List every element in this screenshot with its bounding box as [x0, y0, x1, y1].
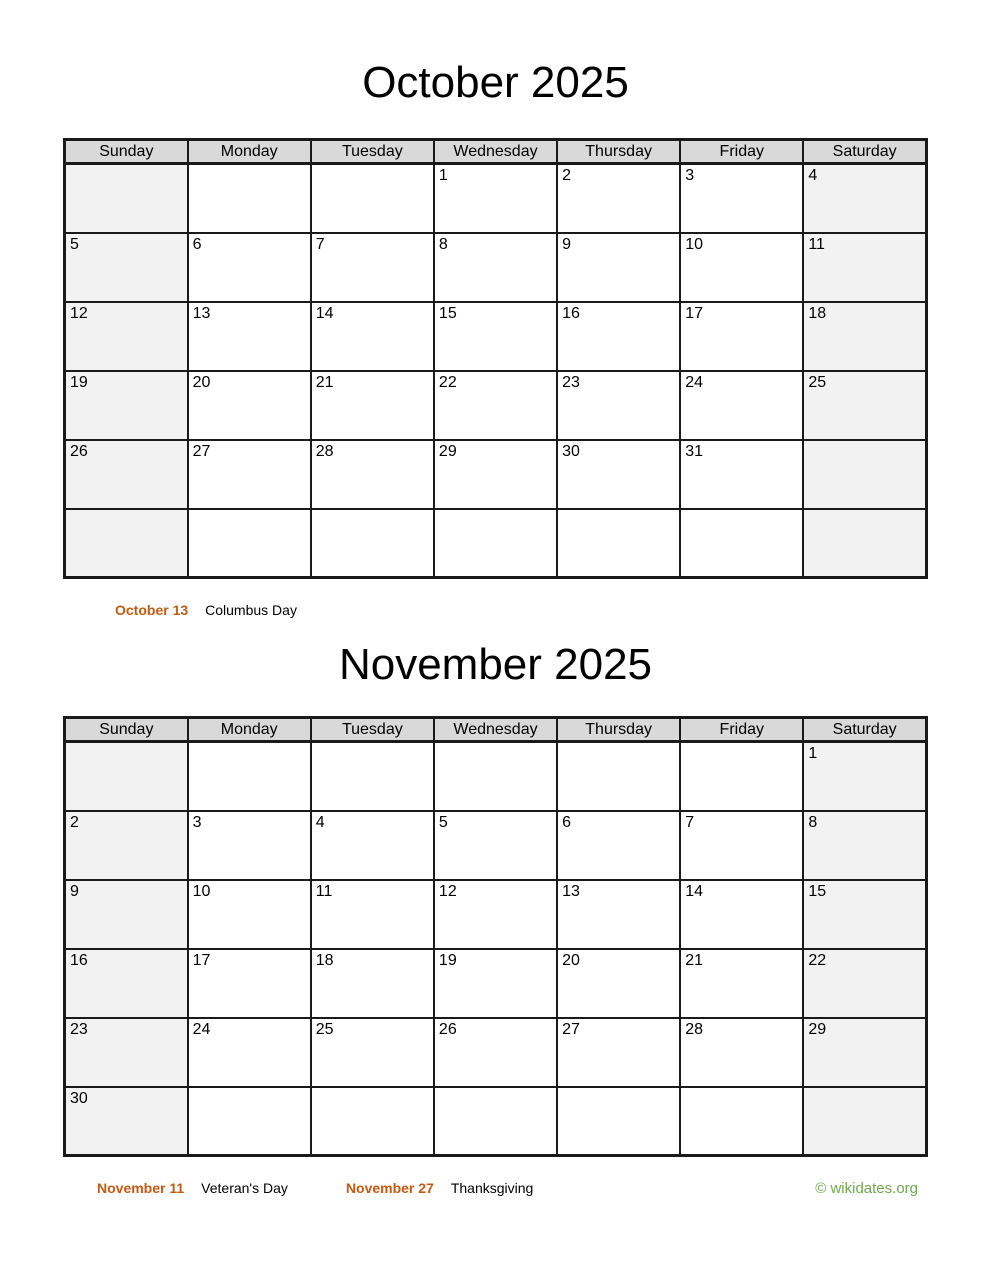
day-number: 23: [70, 1020, 88, 1038]
day-number: 5: [70, 235, 79, 253]
day-cell-25: [803, 371, 926, 440]
day-cell-18: [311, 949, 434, 1018]
weekday-header-friday: Friday: [680, 718, 803, 742]
day-number: 5: [438, 813, 448, 831]
holiday-date: October 13: [115, 602, 189, 618]
day-cell-17: [680, 302, 803, 371]
day-number: 31: [685, 442, 703, 460]
day-number: 26: [438, 1020, 457, 1038]
day-cell-4: [803, 164, 926, 233]
day-cell-30: [65, 1087, 188, 1156]
day-cell-8: [803, 811, 926, 880]
day-number: 15: [438, 304, 457, 322]
day-cell-24: [680, 371, 803, 440]
day-number: 7: [315, 235, 325, 253]
day-cell-empty: [803, 509, 926, 578]
october-calendar-table: [63, 138, 928, 579]
day-number: 1: [438, 167, 448, 184]
day-number: 4: [315, 813, 325, 831]
day-cell-14: [311, 302, 434, 371]
day-cell-14: [680, 880, 803, 949]
day-cell-15: [803, 880, 926, 949]
day-number: 24: [192, 1020, 211, 1038]
day-number: 19: [70, 373, 88, 391]
holiday-item: [346, 1180, 533, 1196]
day-number: 25: [315, 1020, 334, 1038]
day-cell-3: [680, 164, 803, 233]
day-number: 8: [438, 235, 448, 253]
day-cell-19: [434, 949, 557, 1018]
day-number: 21: [315, 373, 334, 391]
day-number: 22: [808, 951, 827, 969]
day-cell-26: [434, 1018, 557, 1087]
day-cell-31: [680, 440, 803, 509]
day-cell-7: [311, 233, 434, 302]
day-cell-empty: [65, 509, 188, 578]
day-number: 10: [685, 235, 703, 253]
weekday-header-thursday: Thursday: [557, 718, 680, 742]
day-cell-15: [434, 302, 557, 371]
day-number: 30: [70, 1089, 88, 1107]
day-number: 3: [685, 167, 695, 184]
day-cell-empty: [803, 440, 926, 509]
week-row: [65, 742, 927, 811]
day-cell-25: [311, 1018, 434, 1087]
weekday-header-row: [65, 718, 927, 742]
day-number: 16: [70, 951, 88, 969]
november-calendar-table: [63, 716, 928, 1157]
week-row: [65, 302, 927, 371]
day-cell-empty: [557, 742, 680, 811]
day-number: 13: [562, 882, 580, 900]
day-cell-21: [680, 949, 803, 1018]
day-number: 24: [685, 373, 703, 391]
day-cell-26: [65, 440, 188, 509]
day-cell-27: [188, 440, 311, 509]
day-cell-6: [557, 811, 680, 880]
day-cell-28: [311, 440, 434, 509]
day-number: 4: [808, 167, 818, 184]
weekday-header-friday: Friday: [680, 140, 803, 164]
day-cell-2: [557, 164, 680, 233]
month-title-october: October 2025: [362, 58, 629, 107]
day-cell-19: [65, 371, 188, 440]
day-cell-empty: [188, 164, 311, 233]
day-cell-16: [557, 302, 680, 371]
day-number: 27: [562, 1020, 580, 1038]
day-cell-12: [434, 880, 557, 949]
day-cell-10: [188, 880, 311, 949]
day-cell-9: [557, 233, 680, 302]
day-cell-28: [680, 1018, 803, 1087]
day-number: 25: [808, 373, 827, 391]
day-number: 20: [562, 951, 580, 969]
holiday-date: November 27: [345, 1180, 434, 1196]
day-cell-10: [680, 233, 803, 302]
day-cell-13: [188, 302, 311, 371]
day-cell-empty: [65, 164, 188, 233]
day-cell-2: [65, 811, 188, 880]
day-number: 15: [808, 882, 827, 900]
day-number: 30: [562, 442, 580, 460]
week-row: [65, 811, 927, 880]
day-number: 10: [192, 882, 211, 900]
day-number: 9: [70, 882, 79, 900]
weekday-header-thursday: Thursday: [557, 140, 680, 164]
day-number: 22: [438, 373, 457, 391]
day-cell-22: [434, 371, 557, 440]
day-number: 6: [562, 813, 571, 831]
weekday-header-saturday: Saturday: [803, 718, 926, 742]
day-cell-16: [65, 949, 188, 1018]
day-cell-21: [311, 371, 434, 440]
day-number: 7: [685, 813, 695, 831]
holiday-name: Thanksgiving: [450, 1180, 534, 1196]
day-number: 14: [685, 882, 703, 900]
day-cell-5: [65, 233, 188, 302]
october-holiday-line: [115, 602, 928, 618]
day-cell-empty: [311, 164, 434, 233]
day-number: 28: [685, 1020, 703, 1038]
day-cell-18: [803, 302, 926, 371]
day-number: 11: [808, 235, 825, 253]
day-number: 20: [192, 373, 211, 391]
day-number: 26: [70, 442, 88, 460]
day-cell-empty: [803, 1087, 926, 1156]
day-cell-22: [803, 949, 926, 1018]
weekday-header-monday: Monday: [188, 718, 311, 742]
day-cell-empty: [557, 1087, 680, 1156]
day-number: 14: [315, 304, 334, 322]
week-row: [65, 1087, 927, 1156]
day-cell-empty: [311, 1087, 434, 1156]
day-number: 23: [562, 373, 580, 391]
week-row: [65, 880, 927, 949]
day-number: 18: [315, 951, 334, 969]
weekday-header-tuesday: Tuesday: [311, 140, 434, 164]
week-row: [65, 371, 927, 440]
day-number: 1: [808, 745, 818, 762]
day-cell-6: [188, 233, 311, 302]
weekday-header-wednesday: Wednesday: [434, 140, 557, 164]
day-cell-9: [65, 880, 188, 949]
day-cell-17: [188, 949, 311, 1018]
day-cell-27: [557, 1018, 680, 1087]
day-number: 13: [192, 304, 211, 322]
weekday-header-saturday: Saturday: [803, 140, 926, 164]
day-cell-23: [557, 371, 680, 440]
day-cell-empty: [680, 742, 803, 811]
month-title-november: November 2025: [338, 640, 653, 689]
day-cell-empty: [434, 1087, 557, 1156]
november-holiday-line: [97, 1180, 533, 1196]
weekday-header-sunday: Sunday: [65, 718, 188, 742]
day-cell-empty: [188, 509, 311, 578]
day-number: 12: [70, 304, 88, 322]
day-cell-11: [311, 880, 434, 949]
week-row: [65, 509, 927, 578]
day-cell-empty: [188, 742, 311, 811]
day-cell-29: [434, 440, 557, 509]
day-number: 29: [808, 1020, 827, 1038]
week-row: [65, 233, 927, 302]
week-row: [65, 164, 927, 233]
day-cell-11: [803, 233, 926, 302]
day-cell-13: [557, 880, 680, 949]
october-calendar-section: [63, 138, 928, 579]
day-cell-empty: [434, 509, 557, 578]
day-cell-23: [65, 1018, 188, 1087]
day-number: 16: [562, 304, 580, 322]
day-cell-12: [65, 302, 188, 371]
day-number: 8: [808, 813, 818, 831]
weekday-header-wednesday: Wednesday: [434, 718, 557, 742]
day-cell-empty: [557, 509, 680, 578]
weekday-header-row: [65, 140, 927, 164]
day-cell-empty: [188, 1087, 311, 1156]
day-cell-8: [434, 233, 557, 302]
week-row: [65, 949, 927, 1018]
holiday-item: [115, 602, 297, 618]
day-number: 28: [315, 442, 334, 460]
day-cell-1: [434, 164, 557, 233]
day-number: 17: [685, 304, 703, 322]
november-calendar-section: [63, 716, 928, 1157]
holiday-item: [97, 1180, 288, 1196]
holiday-date: November 11: [97, 1180, 185, 1196]
day-cell-3: [188, 811, 311, 880]
weekday-header-monday: Monday: [188, 140, 311, 164]
day-number: 19: [438, 951, 457, 969]
day-cell-empty: [65, 742, 188, 811]
day-cell-empty: [434, 742, 557, 811]
day-cell-5: [434, 811, 557, 880]
day-cell-empty: [311, 509, 434, 578]
day-cell-20: [557, 949, 680, 1018]
day-cell-20: [188, 371, 311, 440]
holiday-name: Veteran's Day: [201, 1180, 288, 1196]
day-cell-4: [311, 811, 434, 880]
day-number: 18: [808, 304, 827, 322]
day-cell-empty: [680, 1087, 803, 1156]
week-row: [65, 1018, 927, 1087]
copyright-text: © wikidates.org: [815, 1180, 918, 1197]
week-row: [65, 440, 927, 509]
day-cell-7: [680, 811, 803, 880]
day-number: 11: [315, 882, 333, 900]
day-number: 17: [192, 951, 211, 969]
holiday-name: Columbus Day: [205, 602, 297, 618]
day-cell-24: [188, 1018, 311, 1087]
day-number: 9: [562, 235, 571, 253]
day-number: 12: [438, 882, 457, 900]
weekday-header-tuesday: Tuesday: [311, 718, 434, 742]
day-cell-empty: [311, 742, 434, 811]
weekday-header-sunday: Sunday: [65, 140, 188, 164]
day-number: 2: [562, 167, 571, 184]
day-cell-1: [803, 742, 926, 811]
day-cell-30: [557, 440, 680, 509]
day-cell-empty: [680, 509, 803, 578]
day-number: 29: [438, 442, 457, 460]
day-number: 21: [685, 951, 703, 969]
day-number: 3: [192, 813, 202, 831]
day-cell-29: [803, 1018, 926, 1087]
day-number: 6: [192, 235, 202, 253]
day-number: 2: [70, 813, 79, 831]
page-footer: [63, 1180, 928, 1197]
day-number: 27: [192, 442, 211, 460]
